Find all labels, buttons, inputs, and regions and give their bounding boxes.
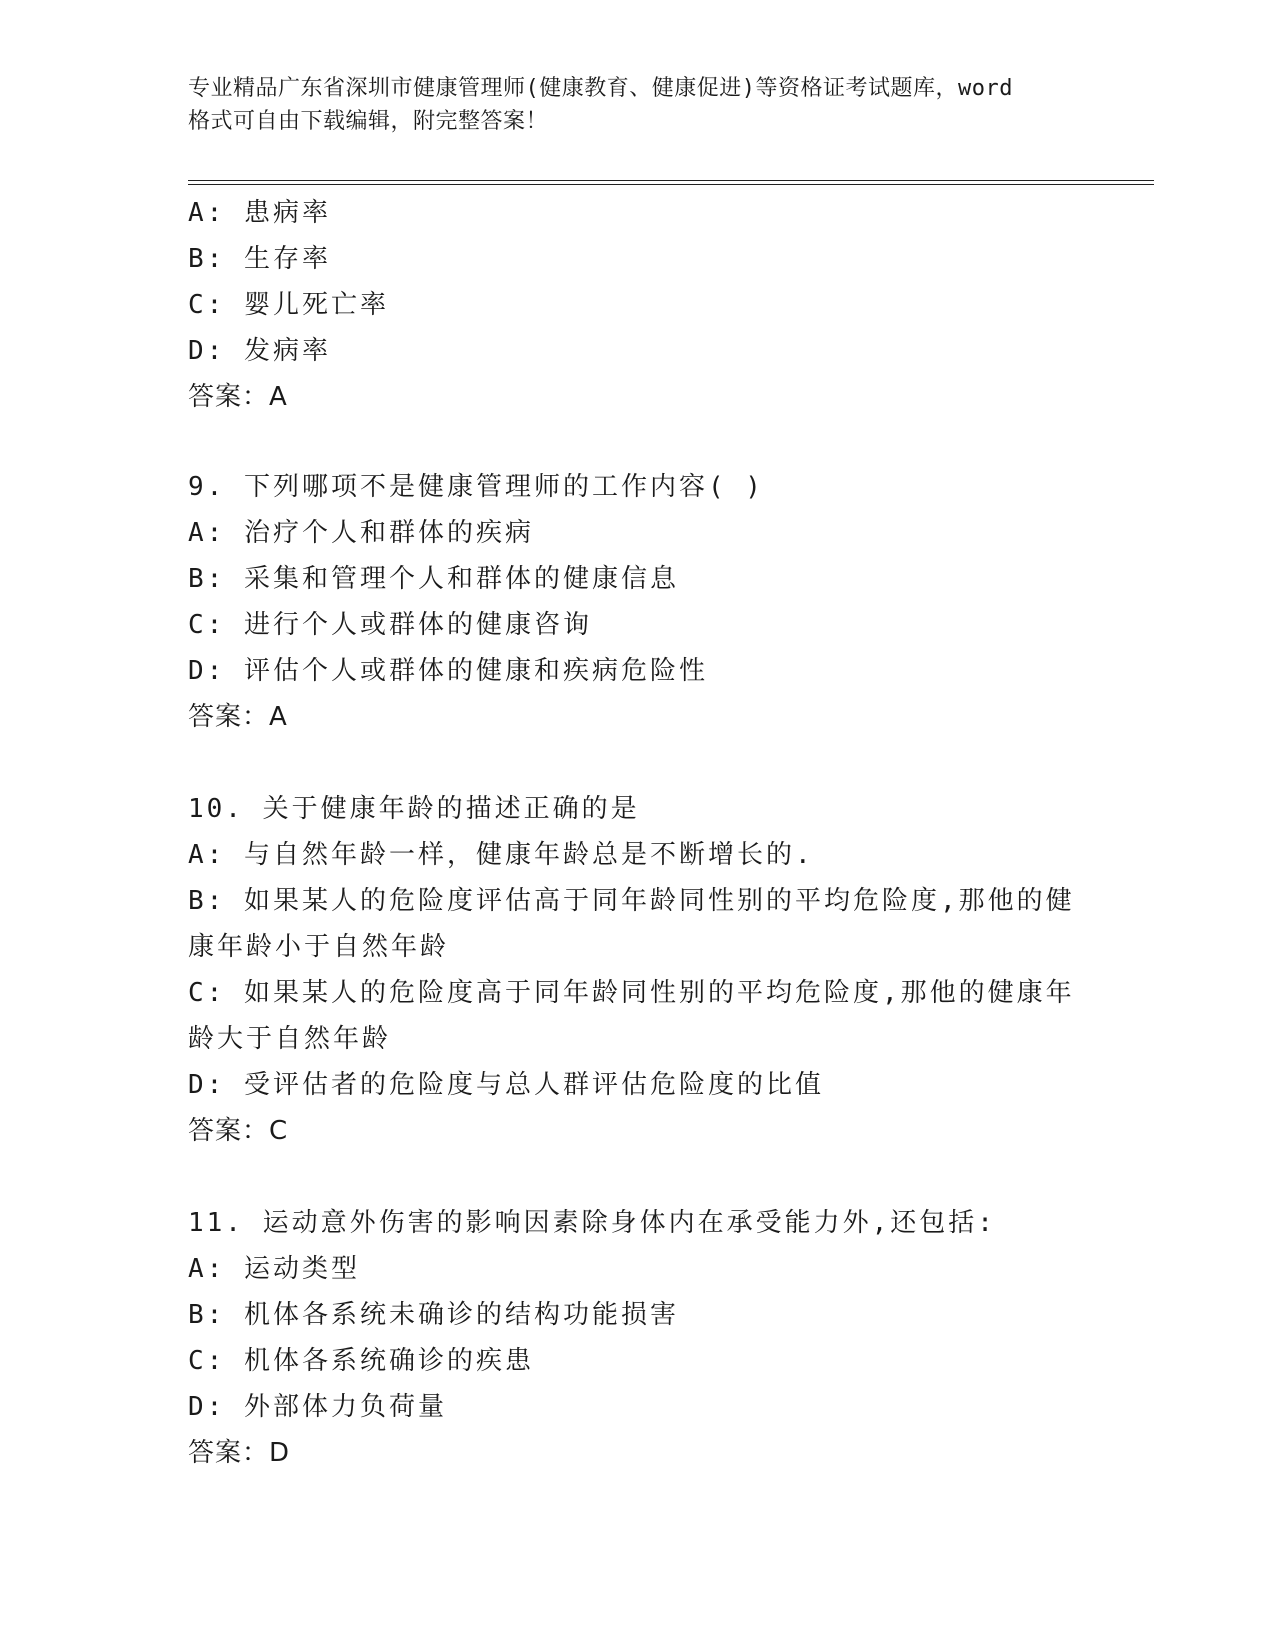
option-a: A: 运动类型 (188, 1254, 360, 1284)
option-b: B: 如果某人的危险度评估高于同年龄同性别的平均危险度,那他的健 (188, 886, 1075, 916)
option-c: C: 婴儿死亡率 (188, 290, 389, 320)
question-text: 10. 关于健康年龄的描述正确的是 (188, 794, 640, 824)
question-9 (188, 464, 1088, 740)
option-c: C: 如果某人的危险度高于同年龄同性别的平均危险度,那他的健康年 (188, 978, 1075, 1008)
option-b: B: 生存率 (188, 244, 331, 274)
option-a: A: 治疗个人和群体的疾病 (188, 518, 534, 548)
option-d: D: 评估个人或群体的健康和疾病危险性 (188, 656, 708, 686)
header-divider-bottom (188, 184, 1154, 185)
question-8 (188, 190, 1088, 420)
question-text: 9. 下列哪项不是健康管理师的工作内容( ) (188, 472, 764, 502)
question-list (188, 190, 1088, 1476)
page-header (188, 72, 1088, 138)
question-10 (188, 786, 1088, 1154)
answer: 答案：D (188, 1438, 291, 1468)
header-divider-top (188, 180, 1154, 181)
option-b: B: 机体各系统未确诊的结构功能损害 (188, 1300, 679, 1330)
option-d: D: 外部体力负荷量 (188, 1392, 447, 1422)
answer: 答案：A (188, 702, 288, 732)
header-line-1: 专业精品广东省深圳市健康管理师(健康教育、健康促进)等资格证考试题库，word (188, 76, 1013, 101)
question-11 (188, 1200, 1088, 1476)
option-a: A: 与自然年龄一样，健康年龄总是不断增长的. (188, 840, 814, 870)
option-d: D: 发病率 (188, 336, 331, 366)
spacer (188, 420, 1088, 464)
option-a: A: 患病率 (188, 198, 331, 228)
question-text: 11. 运动意外伤害的影响因素除身体内在承受能力外,还包括: (188, 1208, 996, 1238)
option-c: C: 进行个人或群体的健康咨询 (188, 610, 592, 640)
option-d: D: 受评估者的危险度与总人群评估危险度的比值 (188, 1070, 824, 1100)
spacer (188, 1154, 1088, 1200)
header-line-2: 格式可自由下载编辑，附完整答案！ (188, 109, 549, 134)
spacer (188, 740, 1088, 786)
answer: 答案：C (188, 1116, 289, 1146)
option-b: B: 采集和管理个人和群体的健康信息 (188, 564, 679, 594)
option-b-continued: 康年龄小于自然年龄 (188, 932, 450, 962)
option-c-continued: 龄大于自然年龄 (188, 1024, 392, 1054)
option-c: C: 机体各系统确诊的疾患 (188, 1346, 534, 1376)
answer: 答案：A (188, 382, 288, 412)
